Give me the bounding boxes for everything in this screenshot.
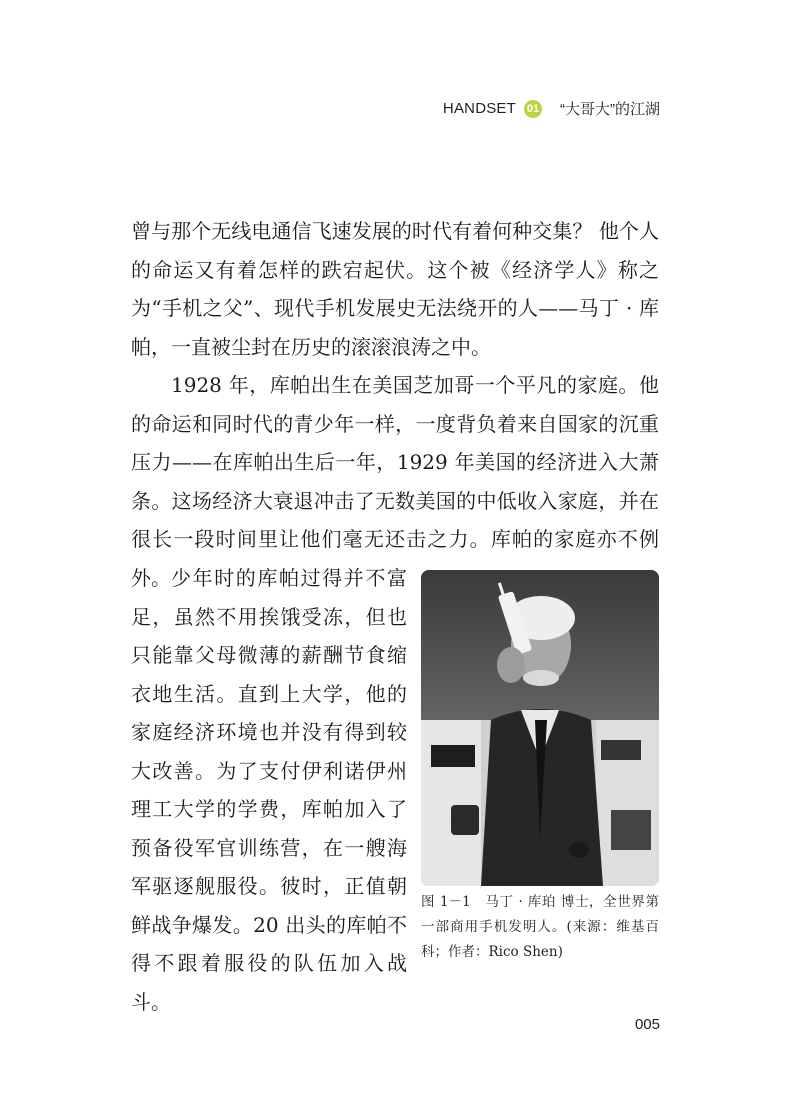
body-paragraph-2: 1928 年，库帕出生在美国芝加哥一个平凡的家庭。他的命运和同时代的青少年一样，一度背负着来自国家的沉重压力——在库帕出生后一年，1929 年美国的经济进入大萧条。这场经济大衰退冲击了无数美国的中低收入家庭，并在很长一段时间里让他们毫无还击之力。库帕的家庭亦不例外。 (131, 373, 659, 590)
page-number: 005 (634, 1016, 660, 1033)
series-title: HANDSET (442, 100, 516, 117)
body-paragraph-3: 少年时的库帕过得并不富足，虽然不用挨饿受冻，但也只能靠父母微薄的薪酬节食缩衣地生活。直到上大学，他的家庭经济环境也并没有得到较大改善。为了支付伊利诺伊州理工大学的学费，库帕加入了预备役军官训练营，在一艘海军驱逐舰服役。彼时，正值朝鲜战争爆发。20 出头的库帕不得不跟着服役的队伍加入战斗。 (131, 566, 407, 1014)
photo-martin-cooper-illustration (421, 570, 659, 886)
running-header (443, 98, 660, 119)
chapter-title: “大哥大”的江湖 (560, 101, 660, 118)
chapter-number-badge: 01 (524, 100, 542, 118)
body-paragraph-1: 曾与那个无线电通信飞速发展的时代有着何种交集？ 他个人的命运又有着怎样的跌宕起伏。这个被《经济学人》称之为“手机之父”、现代手机发展史无法绕开的人——马丁 · 库帕，一直被尘封在历史的滚滚浪涛之中。 (131, 219, 659, 359)
figure-photo (421, 570, 659, 886)
figure-caption: 图 1－1 马丁 · 库珀 博士，全世界第一部商用手机发明人。(来源：维基百科；作者：Rico Shen) (421, 894, 659, 960)
